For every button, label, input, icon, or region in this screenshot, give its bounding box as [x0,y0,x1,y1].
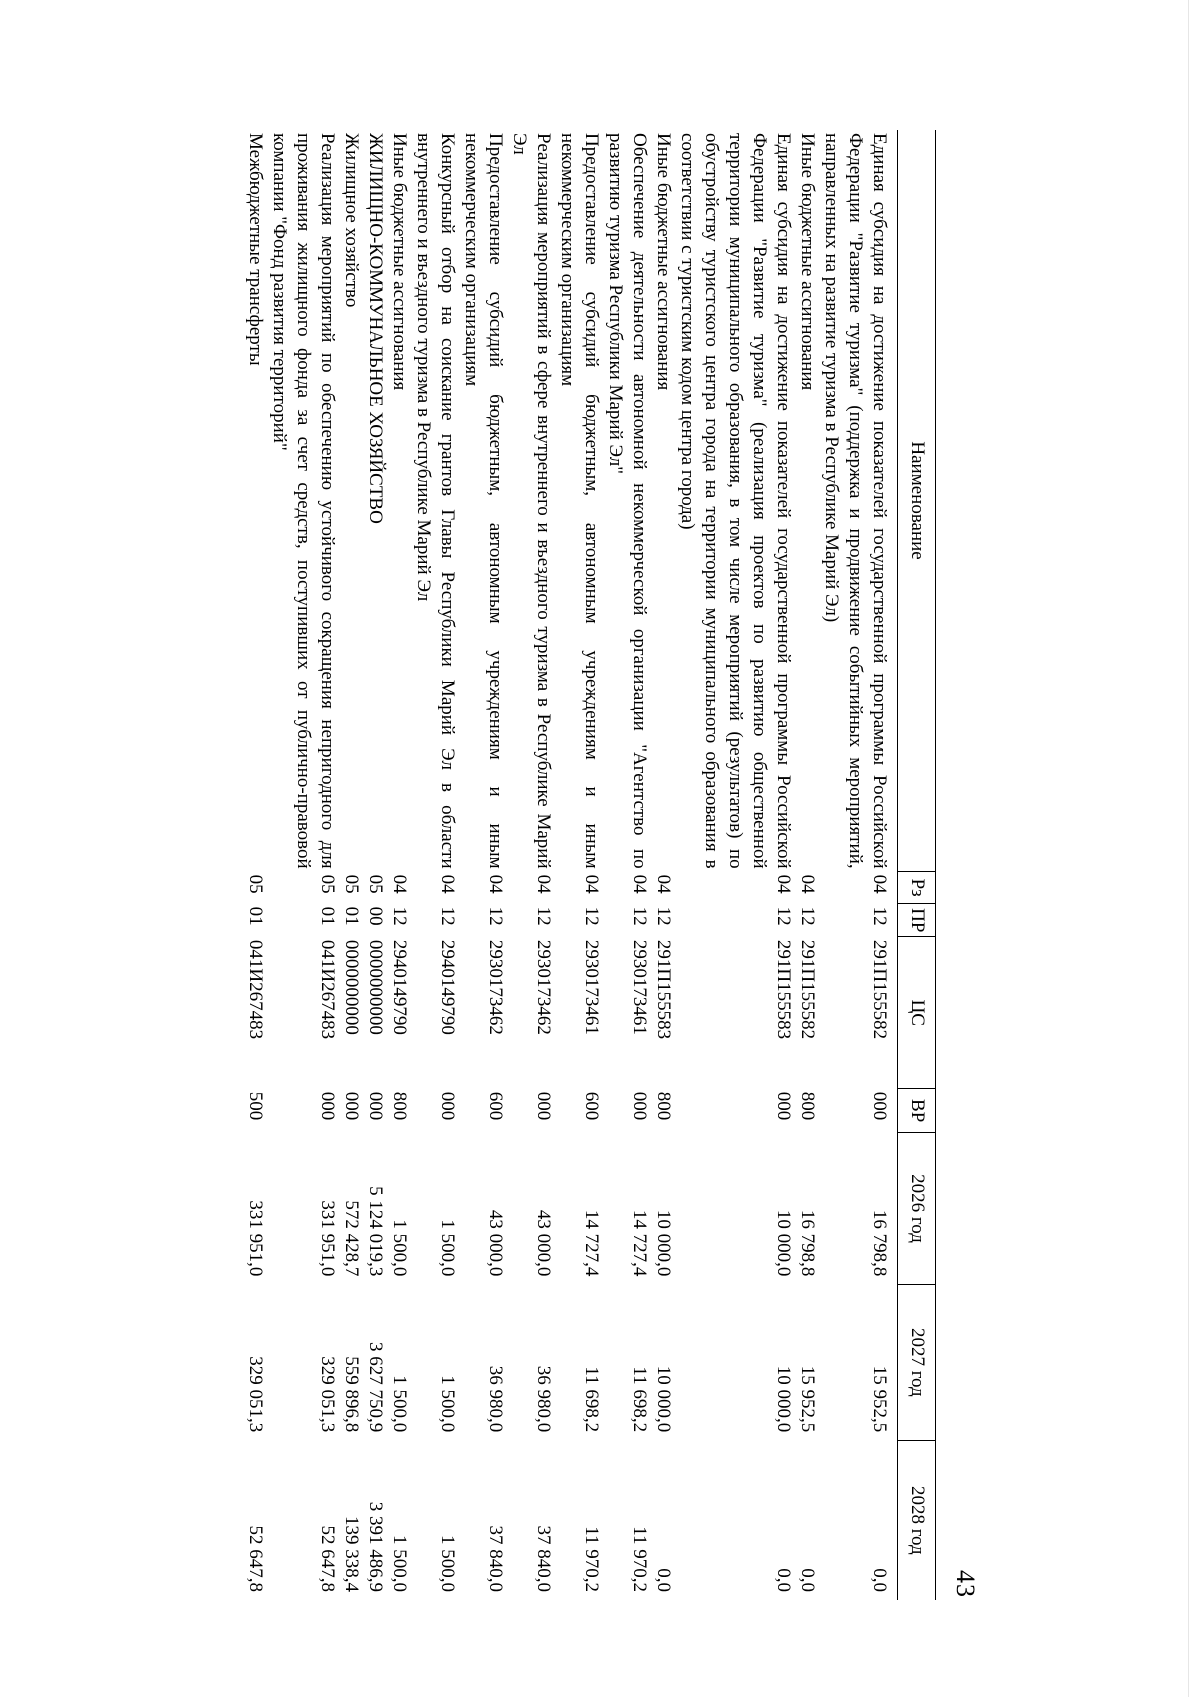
table-body [243,130,898,1600]
rotated-page [180,130,1000,1650]
row-2027: 36 980,0 [485,1365,506,1433]
row-rz: 04 [773,874,794,894]
row-pr: 01 [317,906,338,926]
row-2026: 1 500,0 [389,1219,410,1277]
row-2028: 1 500,0 [437,1535,458,1592]
row-2028: 37 840,0 [533,1525,554,1592]
row-2026: 331 951,0 [317,1200,338,1277]
row-2028: 52 647,8 [245,1525,266,1592]
row-rz: 04 [797,874,818,894]
row-cs: 0000000000 [341,939,362,1035]
row-rz: 04 [581,874,602,894]
row-vr: 000 [341,1091,362,1121]
row-2028: 52 647,8 [317,1525,338,1592]
row-pr: 12 [437,906,458,926]
row-2028: 11 970,2 [629,1526,650,1592]
row-vr: 000 [869,1091,890,1121]
row-2028: 0,0 [653,1568,674,1592]
row-2028: 37 840,0 [485,1525,506,1592]
table-row [651,130,675,1600]
table-row [819,130,898,1600]
row-cs: 291П155583 [653,939,674,1040]
table-row [795,130,819,1600]
row-2028: 0,0 [797,1568,818,1592]
row-pr: 01 [245,906,266,926]
row-cs: 2930173461 [581,939,602,1035]
budget-table [243,130,936,1600]
row-pr: 12 [533,906,554,926]
row-vr: 600 [581,1091,602,1121]
row-pr: 12 [773,906,794,926]
row-rz: 04 [533,874,554,894]
row-pr: 12 [653,906,674,926]
header-cs: ЦС [898,937,936,1089]
row-2027: 11 698,2 [629,1366,650,1433]
row-rz: 04 [389,874,410,894]
row-2027: 1 500,0 [389,1375,410,1433]
row-2026: 14 727,4 [581,1209,602,1277]
row-vr: 800 [389,1091,410,1121]
row-2027: 10 000,0 [653,1365,674,1433]
table-row [363,130,387,1600]
row-vr: 500 [245,1091,266,1121]
row-2027: 10 000,0 [773,1365,794,1433]
row-cs: 2930173461 [629,939,650,1035]
row-cs: 291П155582 [869,939,890,1040]
header-name: Наименование [898,130,936,872]
row-2028: 139 338,4 [341,1516,362,1592]
row-cs: 041И267483 [317,939,338,1040]
row-rz: 04 [629,874,650,894]
row-rz: 04 [437,874,458,894]
row-name: Конкурсный отбор на соискание грантов Главы Республики Марий Эл в области внутреннего и въездного туризма в Республике Марий Эл [413,133,458,869]
table-row [267,130,339,1600]
row-rz: 05 [365,874,386,894]
page-number: 43 [951,1570,980,1598]
row-2026: 43 000,0 [485,1209,506,1277]
row-2027: 11 698,2 [581,1366,602,1433]
table-row [603,130,651,1600]
row-vr: 800 [653,1091,674,1121]
row-pr: 12 [629,906,650,926]
row-vr: 600 [485,1091,506,1121]
row-2026: 10 000,0 [653,1209,674,1277]
row-cs: 2940149790 [437,939,458,1035]
row-rz: 04 [869,874,890,894]
row-pr: 12 [869,906,890,926]
row-2026: 43 000,0 [533,1209,554,1277]
row-vr: 000 [437,1091,458,1121]
row-2028: 0,0 [773,1568,794,1592]
row-vr: 000 [629,1091,650,1121]
row-cs: 291П155583 [773,939,794,1040]
row-cs: 0000000000 [365,939,386,1035]
row-2027: 3 627 750,9 [365,1341,386,1433]
row-2027: 36 980,0 [533,1365,554,1433]
row-2026: 572 428,7 [341,1200,362,1277]
row-name: Иные бюджетные ассигнования [389,133,410,391]
row-vr: 000 [773,1091,794,1121]
row-vr: 000 [317,1091,338,1121]
row-2026: 1 500,0 [437,1219,458,1277]
row-rz: 05 [317,874,338,894]
row-2027: 15 952,5 [869,1365,890,1433]
row-cs: 2930173462 [485,939,506,1035]
table-row [339,130,363,1600]
row-pr: 12 [581,906,602,926]
row-2026: 331 951,0 [245,1200,266,1277]
table-row [411,130,459,1600]
row-2026: 10 000,0 [773,1209,794,1277]
row-2027: 15 952,5 [797,1365,818,1433]
row-name: Единая субсидия на достижение показателей государственной программы Российской Федерации "Развитие туризма" (реализация проектов по развитию общественной территории муниципального образования, в том числе мероприятий (результатов) по обустройству туристского центра города на территории муниципального образования в соответствии с туристским кодом центра города) [677,133,794,869]
row-cs: 2940149790 [389,939,410,1035]
row-name: Иные бюджетные ассигнования [797,133,818,391]
header-2027: 2027 год [898,1284,936,1440]
header-2028: 2028 год [898,1440,936,1600]
row-pr: 00 [365,906,386,926]
row-2028: 11 970,2 [581,1526,602,1592]
row-pr: 01 [341,906,362,926]
row-name: ЖИЛИЩНО-КОММУНАЛЬНОЕ ХОЗЯЙСТВО [365,133,386,524]
header-pr: ПР [898,904,936,937]
row-name: Реализация мероприятий в сфере внутреннего и въездного туризма в Республике Марий Эл [509,133,554,869]
row-2026: 16 798,8 [869,1209,890,1277]
row-vr: 800 [797,1091,818,1121]
row-2026: 5 124 019,3 [365,1186,386,1277]
row-cs: 291П155582 [797,939,818,1040]
row-name: Жилищное хозяйство [341,133,362,308]
table-header [898,130,936,1600]
row-2026: 14 727,4 [629,1209,650,1277]
table-row [675,130,795,1600]
row-rz: 05 [341,874,362,894]
table-row [555,130,603,1600]
row-name: Реализация мероприятий по обеспечению устойчивого сокращения непригодного для проживания жилищного фонда за счет средств, поступивших от публично-правовой компании "Фонд развития территорий" [269,133,338,869]
row-name: Единая субсидия на достижение показателей государственной программы Российской Федерации "Развитие туризма" (поддержка и продвижение событийных мероприятий, направленных на развитие туризма в Республике Марий Эл) [821,133,890,869]
row-name: Межбюджетные трансферты [245,133,266,366]
row-2027: 329 051,3 [245,1356,266,1433]
header-vr: ВР [898,1089,936,1133]
row-pr: 12 [797,906,818,926]
row-rz: 04 [485,874,506,894]
row-2026: 16 798,8 [797,1209,818,1277]
row-vr: 000 [533,1091,554,1121]
table-row [387,130,411,1600]
row-pr: 12 [389,906,410,926]
row-cs: 041И267483 [245,939,266,1040]
row-pr: 12 [485,906,506,926]
row-vr: 000 [365,1091,386,1121]
row-2027: 329 051,3 [317,1356,338,1433]
table-row [459,130,507,1600]
row-2027: 559 896,8 [341,1356,362,1433]
table-row [243,130,267,1600]
row-rz: 04 [653,874,674,894]
header-rz: Рз [898,872,936,904]
row-2028: 0,0 [869,1568,890,1592]
row-cs: 2930173462 [533,939,554,1035]
row-name: Предоставление субсидий бюджетным, автономным учреждениям и иным некоммерческим организациям [461,133,506,869]
row-rz: 05 [245,874,266,894]
row-name: Обеспечение деятельности автономной некоммерческой организации "Агентство по развитию туризма Республики Марий Эл" [605,133,650,869]
row-name: Иные бюджетные ассигнования [653,133,674,391]
scan-edge-line [1188,0,1189,1697]
row-name: Предоставление субсидий бюджетным, автономным учреждениям и иным некоммерческим организациям [557,133,602,869]
table-row [507,130,555,1600]
row-2027: 1 500,0 [437,1375,458,1433]
row-2028: 3 391 486,9 [365,1501,386,1592]
header-2026: 2026 год [898,1133,936,1285]
row-2028: 1 500,0 [389,1535,410,1592]
